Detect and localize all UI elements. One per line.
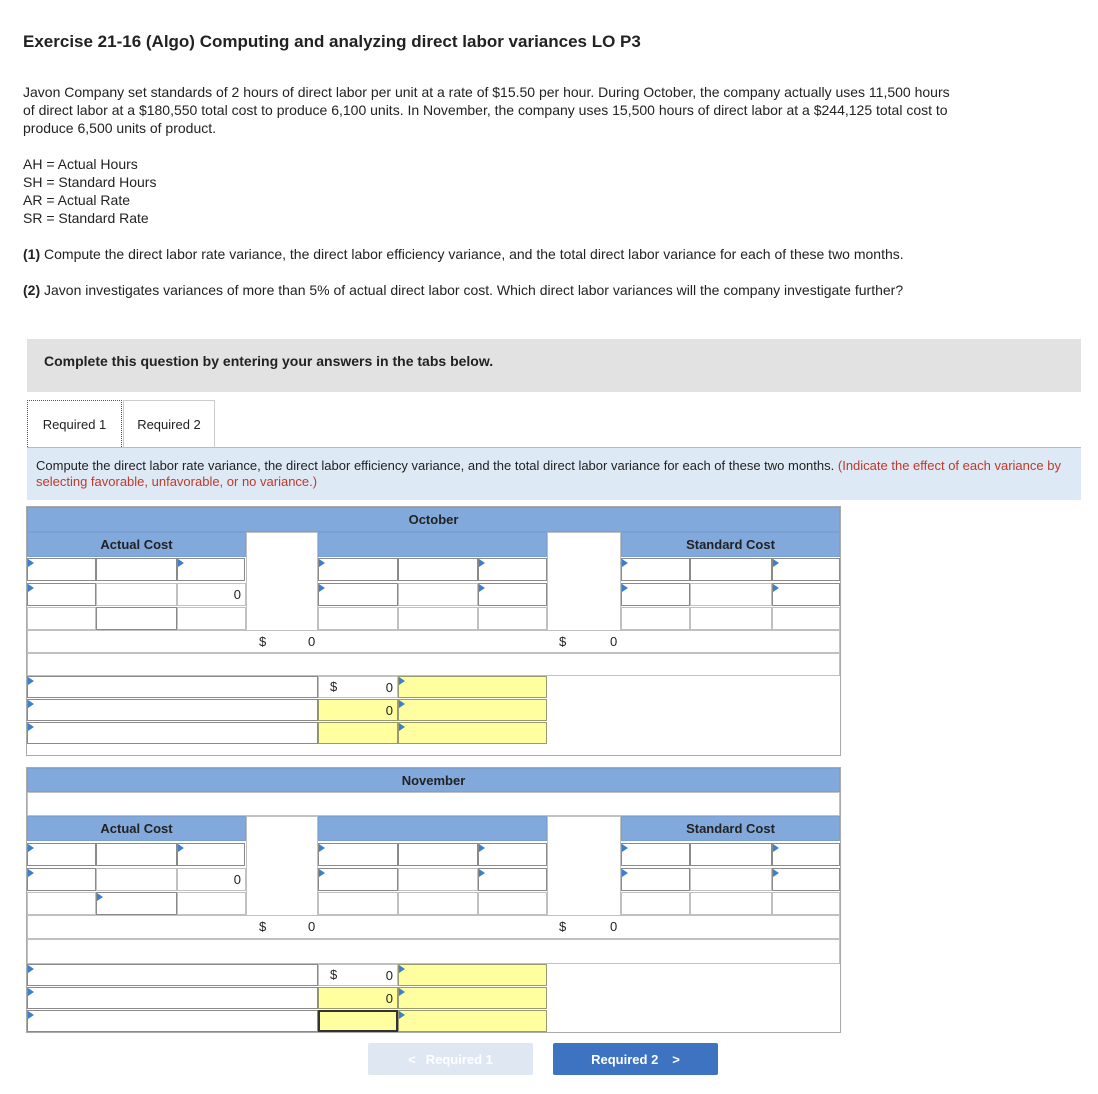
definition-sh: SH = Standard Hours xyxy=(23,174,157,190)
dropdown-arrow-icon xyxy=(319,844,325,852)
instructions-banner: Complete this question by entering your answers in the tabs below. xyxy=(27,339,1081,392)
november-efficiency-variance-amount: 0 xyxy=(318,987,398,1009)
november-ah-select[interactable] xyxy=(27,843,96,866)
instruction-text: Compute the direct labor rate variance, the direct labor efficiency variance, and the total direct labor variance for each of these two months. xyxy=(36,458,835,473)
tab-required-1[interactable]: Required 1 xyxy=(27,400,122,447)
dropdown-arrow-icon xyxy=(28,723,34,731)
november-row3-blank-h xyxy=(772,892,840,915)
dropdown-arrow-icon xyxy=(178,844,184,852)
dropdown-arrow-icon xyxy=(479,559,485,567)
dropdown-arrow-icon xyxy=(399,1011,405,1019)
november-ah-input[interactable] xyxy=(96,843,177,866)
october-efficiency-variance-amount: 0 xyxy=(318,699,398,721)
october-sr-select[interactable] xyxy=(772,558,840,581)
november-blank-cell xyxy=(96,868,177,891)
november-mid-select-2[interactable] xyxy=(478,843,547,866)
november-actual-total-dollar: $ xyxy=(259,919,267,934)
october-actual-total-dollar: $ xyxy=(259,634,267,649)
dropdown-arrow-icon xyxy=(28,1011,34,1019)
october-spacer-2 xyxy=(547,532,621,632)
dropdown-arrow-icon xyxy=(399,965,405,973)
question-1 xyxy=(23,245,983,263)
dropdown-arrow-icon xyxy=(319,559,325,567)
october-rate-variance-select[interactable] xyxy=(27,676,318,698)
november-middle-header xyxy=(318,816,547,841)
october-row3-blank-g xyxy=(690,607,772,630)
october-sh-select-2[interactable] xyxy=(621,583,690,606)
october-total-variance-amount[interactable] xyxy=(318,722,398,744)
dropdown-arrow-icon xyxy=(28,988,34,996)
november-grid xyxy=(26,767,841,1033)
november-actual-total: 0 xyxy=(308,919,316,934)
october-total-variance-effect[interactable] xyxy=(398,722,547,744)
dropdown-arrow-icon xyxy=(622,869,628,877)
october-row3-blank-b xyxy=(177,607,246,630)
november-row3-blank-g xyxy=(690,892,772,915)
definition-sr: SR = Standard Rate xyxy=(23,210,149,226)
october-actual-subtotal: 0 xyxy=(177,583,246,606)
november-row3-blank-f xyxy=(621,892,690,915)
dropdown-arrow-icon xyxy=(28,677,34,685)
october-row3-blank-f xyxy=(621,607,690,630)
dropdown-arrow-icon xyxy=(28,844,34,852)
october-ah-select-2[interactable] xyxy=(27,583,96,606)
november-sr-select-2[interactable] xyxy=(772,868,840,891)
question-1-text: Compute the direct labor rate variance, the direct labor efficiency variance, and the total direct labor variance for each of these two months. xyxy=(40,246,904,262)
october-variance-dollar: $ xyxy=(330,679,338,694)
october-blank-cell xyxy=(96,583,177,606)
chevron-right-icon: > xyxy=(672,1051,680,1067)
dropdown-arrow-icon xyxy=(479,869,485,877)
november-row3-blank-d xyxy=(398,892,478,915)
november-rate-variance-select[interactable] xyxy=(27,964,318,986)
november-efficiency-variance-select[interactable] xyxy=(27,987,318,1009)
november-blank-row xyxy=(27,939,840,964)
november-mid-select-3[interactable] xyxy=(318,868,398,891)
november-extra-input[interactable] xyxy=(96,892,177,915)
page-title: Exercise 21-16 (Algo) Computing and analyzing direct labor variances LO P3 xyxy=(23,32,641,51)
october-row3-blank-a xyxy=(27,607,96,630)
november-sh-select-2[interactable] xyxy=(621,868,690,891)
dropdown-arrow-icon xyxy=(479,584,485,592)
november-ah-select-2[interactable] xyxy=(27,868,96,891)
october-row3-blank-h xyxy=(772,607,840,630)
november-row3-blank-a xyxy=(27,892,96,915)
november-total-variance-select[interactable] xyxy=(27,1010,318,1032)
november-sr-select[interactable] xyxy=(772,843,840,866)
november-total-variance-amount[interactable] xyxy=(318,1010,398,1032)
previous-required-button[interactable] xyxy=(368,1043,533,1075)
november-blank-top xyxy=(27,792,840,816)
dropdown-arrow-icon xyxy=(622,559,628,567)
dropdown-arrow-icon xyxy=(97,893,103,901)
october-middle-header xyxy=(318,532,547,557)
dropdown-arrow-icon xyxy=(773,559,779,567)
november-mid-input-1[interactable] xyxy=(398,843,478,866)
november-rate-variance-amount: 0 xyxy=(318,964,398,986)
october-sh-input[interactable] xyxy=(690,558,772,581)
november-total-variance-effect[interactable] xyxy=(398,1010,547,1032)
dropdown-arrow-icon xyxy=(479,844,485,852)
november-row3-blank-b xyxy=(177,892,246,915)
previous-required-label: Required 1 xyxy=(425,1051,493,1067)
dropdown-arrow-icon xyxy=(28,584,34,592)
october-mid-select-2[interactable] xyxy=(478,558,547,581)
october-totals-row xyxy=(27,630,840,653)
november-mid-select-1[interactable] xyxy=(318,843,398,866)
october-actual-total: 0 xyxy=(308,634,316,649)
dropdown-arrow-icon xyxy=(399,988,405,996)
november-ar-select[interactable] xyxy=(177,843,245,866)
october-ar-select[interactable] xyxy=(177,558,245,581)
october-mid-select-4[interactable] xyxy=(478,583,547,606)
next-required-label: Required 2 xyxy=(591,1051,659,1067)
october-blank-row xyxy=(27,653,840,676)
november-standard-total: 0 xyxy=(610,919,618,934)
dropdown-arrow-icon xyxy=(319,584,325,592)
question-2 xyxy=(23,281,983,299)
october-ah-input[interactable] xyxy=(96,558,177,581)
november-mid-blank xyxy=(398,868,478,891)
october-extra-input[interactable] xyxy=(96,607,177,630)
question-2-text: Javon investigates variances of more than 5% of actual direct labor cost. Which direct labor variances will the company investigate further? xyxy=(40,282,904,298)
november-standard-cost-header: Standard Cost xyxy=(621,816,840,841)
october-efficiency-variance-effect[interactable] xyxy=(398,699,547,721)
october-spacer-1 xyxy=(246,532,318,632)
october-ah-select[interactable] xyxy=(27,558,96,581)
question-1-number: (1) xyxy=(23,246,41,262)
october-actual-cost-header: Actual Cost xyxy=(27,532,246,557)
october-row3-blank-d xyxy=(398,607,478,630)
question-2-number: (2) xyxy=(23,282,41,298)
november-spacer-1 xyxy=(246,816,318,916)
dropdown-arrow-icon xyxy=(178,559,184,567)
october-standard-cost-header: Standard Cost xyxy=(621,532,840,557)
november-std-blank xyxy=(690,868,772,891)
october-rate-variance-effect[interactable] xyxy=(398,676,547,698)
october-mid-select-3[interactable] xyxy=(318,583,398,606)
instruction-note: (Indicate the effect of each variance by selecting favorable, unfavorable, or no variance.) xyxy=(36,458,1061,489)
dropdown-arrow-icon xyxy=(399,723,405,731)
dropdown-arrow-icon xyxy=(773,844,779,852)
dropdown-arrow-icon xyxy=(28,869,34,877)
october-mid-input-1[interactable] xyxy=(398,558,478,581)
october-standard-total: 0 xyxy=(610,634,618,649)
november-actual-cost-header: Actual Cost xyxy=(27,816,246,841)
november-efficiency-variance-effect[interactable] xyxy=(398,987,547,1009)
november-rate-variance-effect[interactable] xyxy=(398,964,547,986)
october-rate-variance-amount: 0 xyxy=(318,676,398,698)
november-header: November xyxy=(27,768,840,792)
tab-instruction xyxy=(27,448,1081,500)
dropdown-arrow-icon xyxy=(773,584,779,592)
dropdown-arrow-icon xyxy=(28,559,34,567)
october-efficiency-variance-select[interactable] xyxy=(27,699,318,721)
november-mid-select-4[interactable] xyxy=(478,868,547,891)
dropdown-arrow-icon xyxy=(28,965,34,973)
dropdown-arrow-icon xyxy=(399,700,405,708)
october-row3-blank-c xyxy=(318,607,398,630)
problem-text: Javon Company set standards of 2 hours of direct labor per unit at a rate of $15.50 per hour. During October, the company actually uses 11,500 hours of direct labor at a $180,550 total cost to produce 6,100 units. In November, the company uses 15,500 hours of direct labor at a $244,125 total cost to produce 6,500 units of product. xyxy=(23,84,950,136)
tab-required-2[interactable]: Required 2 xyxy=(123,400,215,447)
dropdown-arrow-icon xyxy=(622,584,628,592)
november-sh-input[interactable] xyxy=(690,843,772,866)
october-header: October xyxy=(27,507,840,532)
october-total-variance-select[interactable] xyxy=(27,722,318,744)
november-row3-blank-c xyxy=(318,892,398,915)
november-totals-row xyxy=(27,915,840,939)
november-sh-select[interactable] xyxy=(621,843,690,866)
november-variance-dollar: $ xyxy=(330,967,338,982)
october-sh-select[interactable] xyxy=(621,558,690,581)
october-grid xyxy=(26,506,841,756)
dropdown-arrow-icon xyxy=(28,700,34,708)
november-row3-blank-e xyxy=(478,892,547,915)
november-standard-total-dollar: $ xyxy=(559,919,567,934)
definition-ar: AR = Actual Rate xyxy=(23,192,131,208)
november-spacer-2 xyxy=(547,816,621,916)
dropdown-arrow-icon xyxy=(319,869,325,877)
dropdown-arrow-icon xyxy=(622,844,628,852)
definition-ah: AH = Actual Hours xyxy=(23,156,138,172)
november-actual-subtotal: 0 xyxy=(177,868,246,891)
chevron-left-icon: < xyxy=(408,1051,416,1067)
october-sr-select-2[interactable] xyxy=(772,583,840,606)
dropdown-arrow-icon xyxy=(399,677,405,685)
dropdown-arrow-icon xyxy=(773,869,779,877)
definitions xyxy=(23,155,156,227)
october-row3-blank-e xyxy=(478,607,547,630)
next-required-button[interactable] xyxy=(553,1043,718,1075)
october-std-blank xyxy=(690,583,772,606)
october-mid-select-1[interactable] xyxy=(318,558,398,581)
october-standard-total-dollar: $ xyxy=(559,634,567,649)
october-mid-blank xyxy=(398,583,478,606)
